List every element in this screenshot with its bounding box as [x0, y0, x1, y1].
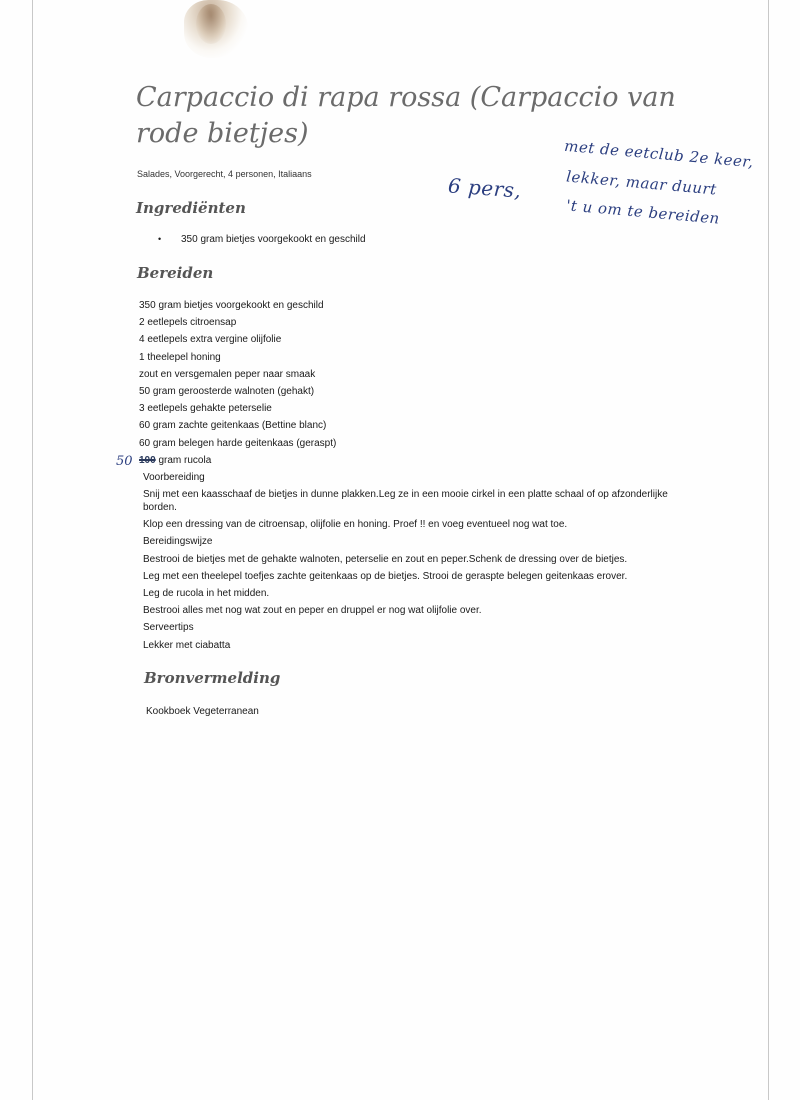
method-step: Snij met een kaasschaaf de bietjes in dunne plakken.Leg ze in een mooie cirkel in een platte schaal of op afzonderlijke borden.: [143, 489, 668, 514]
source-heading: Bronvermelding: [144, 669, 281, 687]
ingredient-line-rucola: [139, 452, 699, 469]
ingredient-line: 60 gram zachte geitenkaas (Bettine blanc): [139, 420, 327, 432]
struck-quantity: 100: [139, 454, 156, 466]
source-text: Kookboek Vegeterranean: [146, 706, 259, 717]
preparation-text: [139, 297, 699, 654]
recipe-title: Carpaccio di rapa rossa (Carpaccio van rode bietjes): [136, 82, 676, 149]
method-step: Klop een dressing van de citroensap, olijfolie en honing. Proef !! en voeg eventueel nog wat toe.: [143, 519, 568, 531]
method-step: Leg met een theelepel toefjes zachte geitenkaas op de bietjes. Strooi de geraspte belegen geitenkaas erover.: [143, 570, 628, 582]
method-step: Bestrooi de bietjes met de gehakte walnoten, peterselie en zout en peper.Schenk de dressing over de bietjes.: [143, 553, 628, 565]
method-subheading: Voorbereiding: [143, 472, 205, 484]
scan-edge-line: [768, 0, 769, 1100]
method-subheading: Bereidingswijze: [143, 536, 213, 548]
ingredient-line: 3 eetlepels gehakte peterselie: [139, 403, 272, 415]
ingredient-line: 1 theelepel honing: [139, 351, 221, 363]
ingredient-line: 50 gram geroosterde walnoten (gehakt): [139, 386, 315, 398]
prepare-heading: Bereiden: [137, 264, 214, 282]
handwritten-persons: 6 pers,: [447, 173, 523, 203]
ingredient-list: [158, 234, 366, 245]
ingredient-line: 60 gram belegen harde geitenkaas (geraspt): [139, 437, 337, 449]
scan-edge-line: [32, 0, 33, 1100]
method-step: Lekker met ciabatta: [143, 639, 231, 651]
ingredient-line: 2 eetlepels citroensap: [139, 317, 237, 329]
handwritten-note-line: 't u om te bereiden: [565, 196, 721, 228]
handwritten-note-line: met de eetclub 2e keer,: [563, 136, 755, 172]
rucola-text: gram rucola: [155, 454, 212, 466]
ingredients-heading: Ingrediënten: [136, 199, 246, 217]
ingredient-line: 4 eetlepels extra vergine olijfolie: [139, 334, 282, 346]
ingredient-line: 350 gram bietjes voorgekookt en geschild: [139, 300, 324, 311]
handwritten-correction: 50: [116, 454, 133, 469]
method-step: Leg de rucola in het midden.: [143, 588, 270, 600]
ingredient-line: zout en versgemalen peper naar smaak: [139, 368, 316, 380]
food-stain: [196, 4, 226, 44]
method-step: Bestrooi alles met nog wat zout en peper en druppel er nog wat olijfolie over.: [143, 605, 482, 617]
ingredient-item: • 350 gram bietjes voorgekookt en geschild: [158, 234, 366, 245]
method-subheading: Serveertips: [143, 622, 194, 634]
handwritten-note-line: lekker, maar duurt: [565, 167, 718, 199]
recipe-meta: Salades, Voorgerecht, 4 personen, Italiaans: [137, 169, 312, 179]
